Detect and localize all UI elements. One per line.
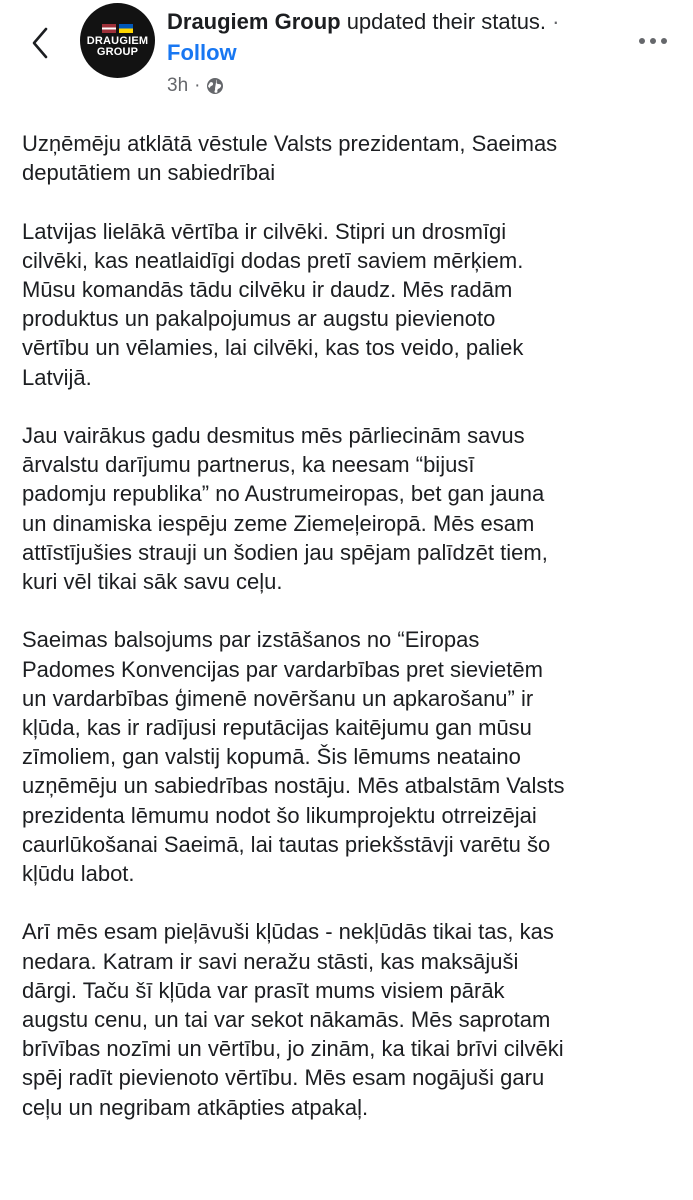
post-paragraph: Uzņēmēju atklātā vēstule Valsts prezidentam, Saeimas deputātiem un sabiedrībai <box>22 131 558 186</box>
more-horizontal-icon-dot <box>650 38 656 44</box>
timestamp[interactable]: 3h <box>167 75 189 96</box>
post-header <box>167 6 607 68</box>
flags <box>102 24 133 33</box>
post-body <box>22 129 682 1151</box>
ukraine-flag-icon <box>119 24 133 33</box>
more-options-button[interactable] <box>632 30 674 52</box>
globe-icon <box>206 77 224 95</box>
more-horizontal-icon-dot <box>639 38 645 44</box>
separator: · <box>546 9 560 34</box>
page-name-link[interactable]: Draugiem Group <box>167 9 341 34</box>
post-meta <box>167 75 224 97</box>
chevron-left-icon <box>31 26 49 60</box>
page-avatar[interactable] <box>80 3 155 78</box>
meta-separator: · <box>194 75 201 96</box>
post-paragraph: Arī mēs esam pieļāvuši kļūdas - nekļūdās tikai tas, kas nedara. Katram ir savi neražu stāsti, kas maksājuši dārgi. Taču šī kļūda var prasīt mums visiem pārāk augstu cenu, un tai var sekot nākamās. Mēs saprotam brīvības nozīmi un vērtību, jo zinām, ka tikai brīvi cilvēki spēj radīt pievienoto vērtību. Mēs esam nogājuši garu ceļu un negribam atkāpties atpakaļ. <box>22 919 564 1120</box>
logo-line-2: GROUP <box>96 45 139 58</box>
action-text: updated their status. <box>340 9 547 34</box>
logo-line-1: DRAUGIEM <box>86 34 149 47</box>
post-paragraph: Jau vairākus gadu desmitus mēs pārliecinām savus ārvalstu darījumu partnerus, ka neesam “bijusī padomju republika” no Austrumeiropas, bet gan jauna un dinamiska iespēju zeme Ziemeļeiropā. Mēs esam attīstījušies strauji un šodien jau spējam palīdzēt tiem, kuri vēl tikai sāk savu ceļu. <box>22 423 548 595</box>
post-paragraph: Saeimas balsojums par izstāšanos no “Eiropas Padomes Konvencijas par vardarbības pret sievietēm un vardarbības ģimenē novēršanu un apkarošanu” ir kļūda, kas ir radījusi reputācijas kaitējumu gan mūsu zīmoliem, gan valstij kopumā. Šis lēmums neataino uzņēmēju un sabiedrības nostāju. Mēs atbalstām Valsts prezidenta lēmumu nodot šo likumprojektu otrreizējai caurlūkošanai Saeimā, lai tautas priekšstāvji varētu šo kļūdu labot. <box>22 627 565 887</box>
back-button[interactable] <box>22 22 58 64</box>
follow-button[interactable]: Follow <box>167 40 237 65</box>
post-paragraph: Latvijas lielākā vērtība ir cilvēki. Stipri un drosmīgi cilvēki, kas neatlaidīgi dodas pretī saviem mērķiem. Mūsu komandās tādu cilvēku ir daudz. Mēs radām produktus un pakalpojumus ar augstu pievienoto vērtību un vēlamies, lai cilvēki, kas tos veido, paliek Latvijā. <box>22 218 524 390</box>
more-horizontal-icon-dot <box>661 38 667 44</box>
latvia-flag-icon <box>102 24 116 33</box>
